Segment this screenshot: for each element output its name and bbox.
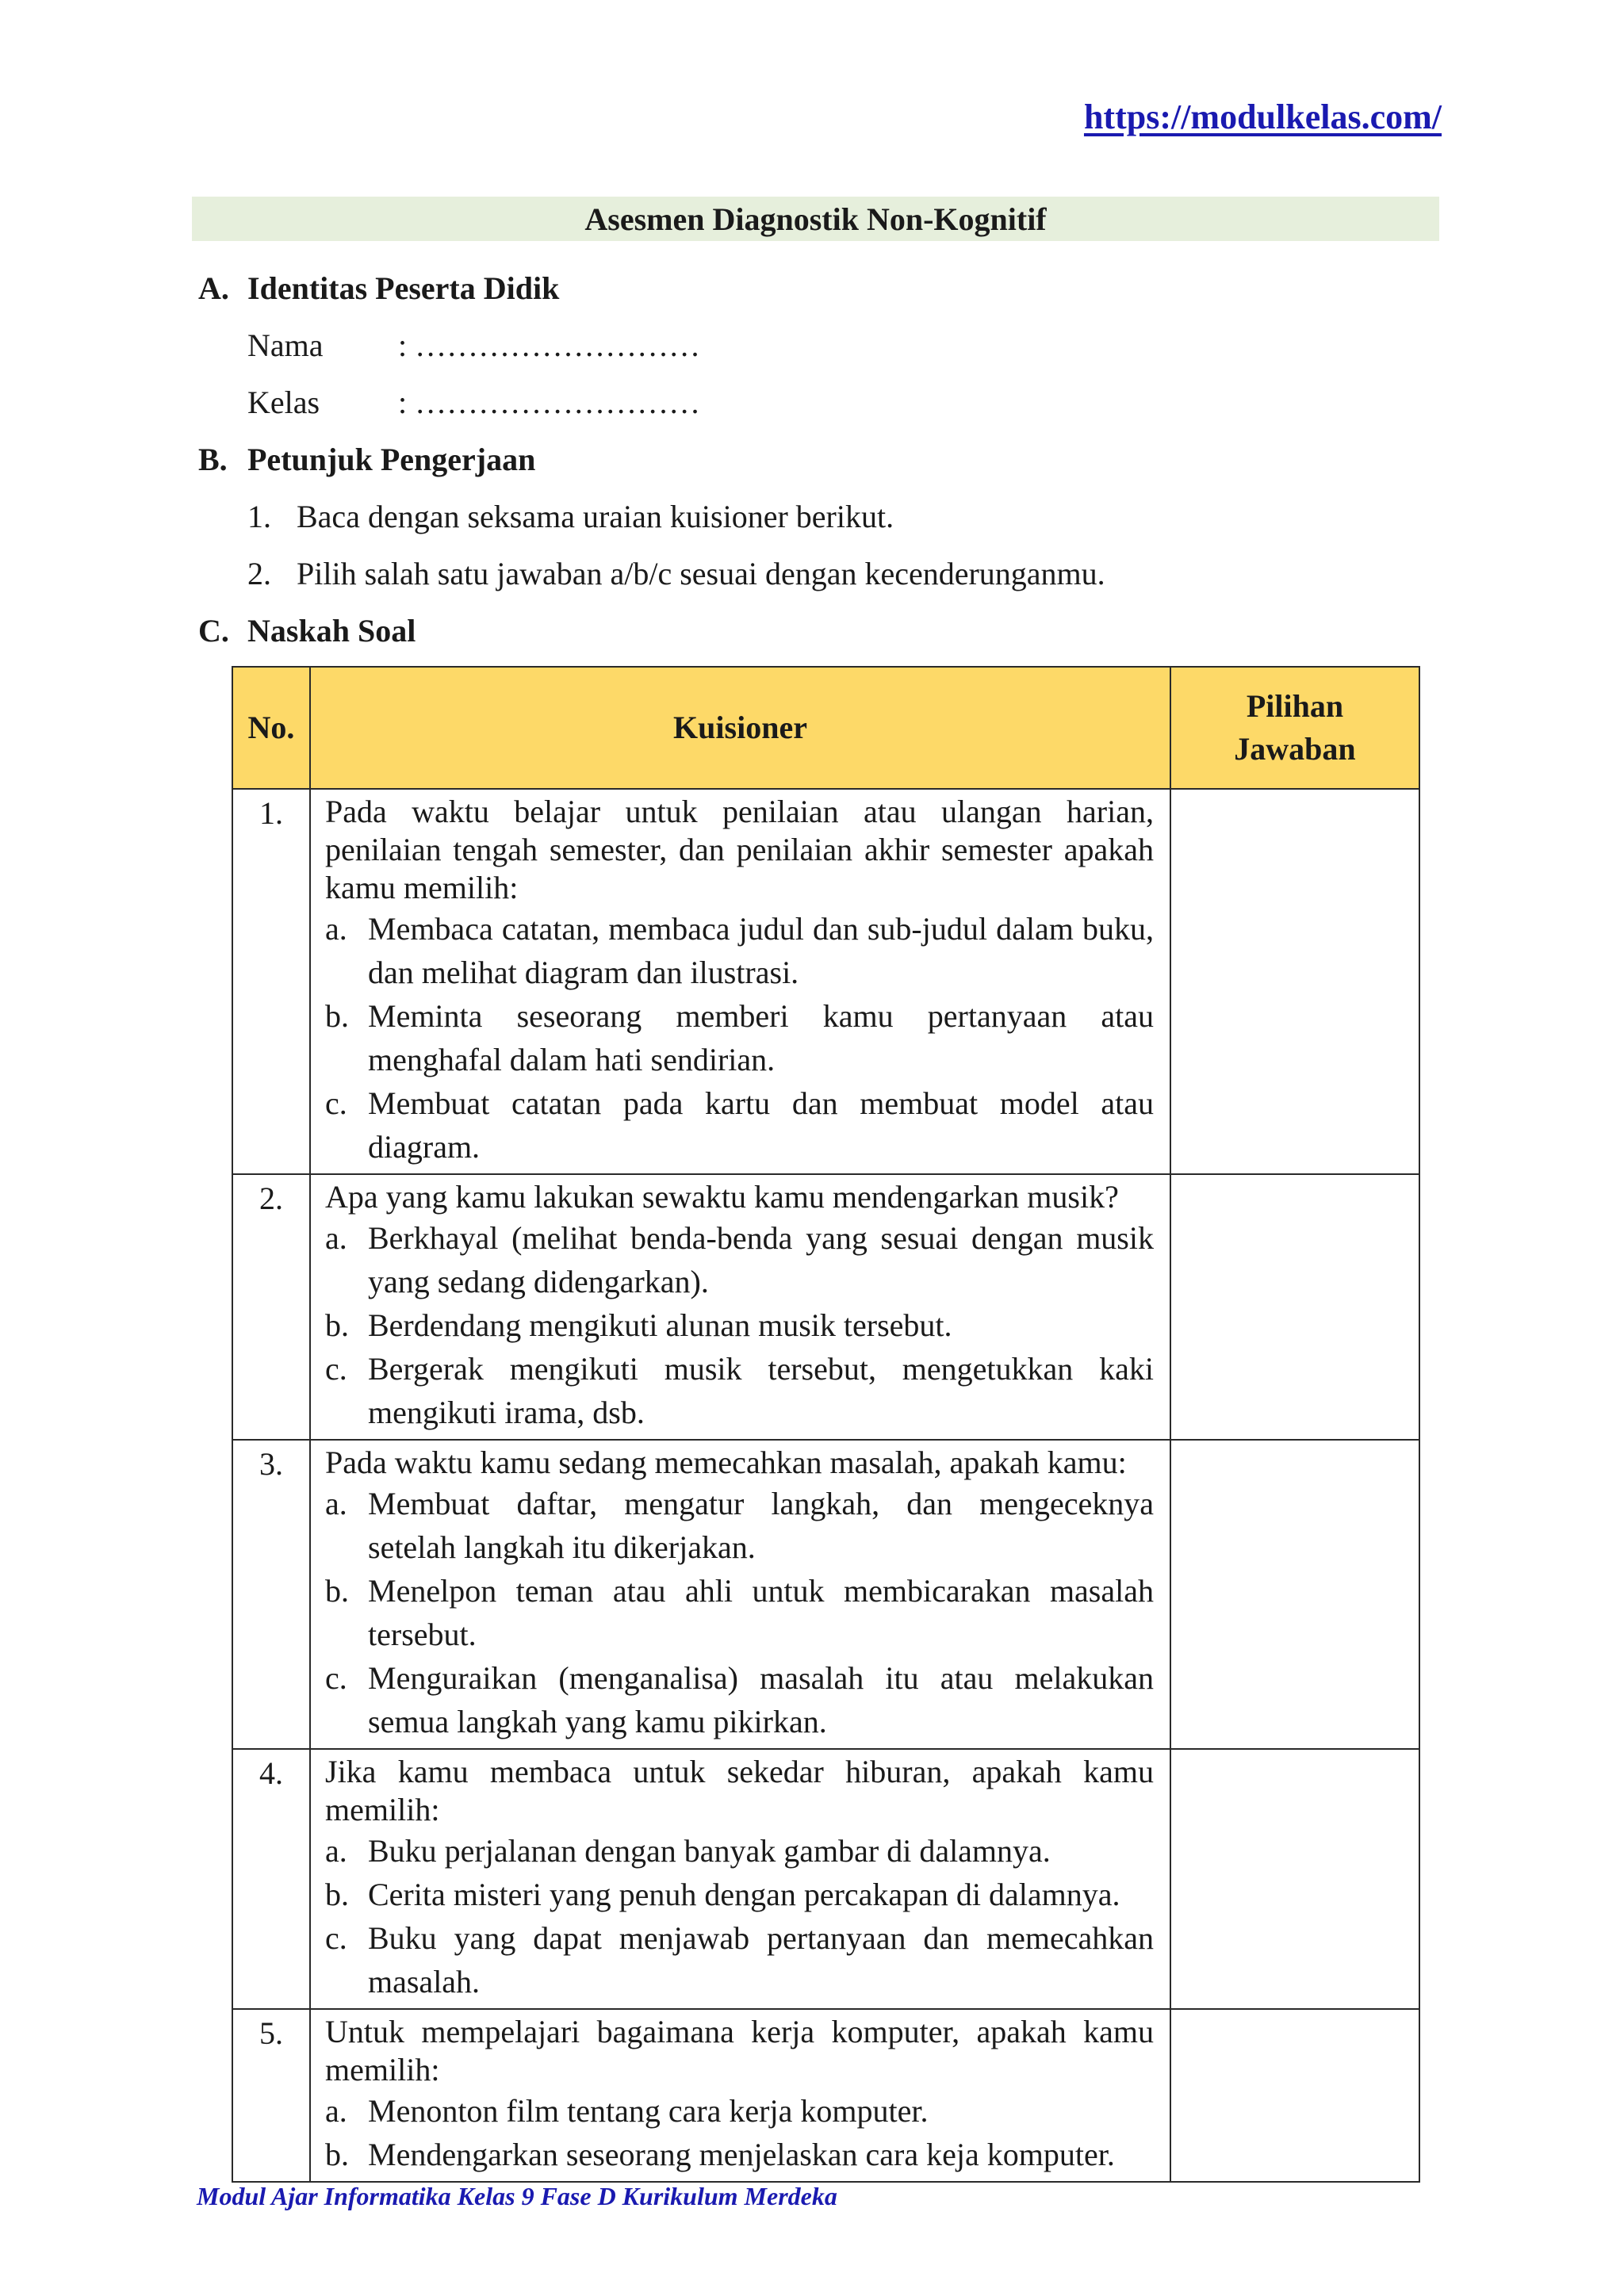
answer-option — [325, 1916, 1154, 2003]
nama-value: : ……………………… — [398, 327, 701, 363]
table-row — [232, 1749, 1419, 2009]
kelas-label: Kelas — [247, 385, 320, 420]
footer-text: Modul Ajar Informatika Kelas 9 Fase D Kurikulum Merdeka — [197, 2182, 837, 2210]
answer-option — [325, 1347, 1154, 1434]
answer-option — [325, 907, 1154, 994]
option-text: Mendengarkan seseorang menjelaskan cara keja komputer. — [368, 2137, 1115, 2172]
question-number: 4. — [232, 1749, 310, 2009]
option-text: Membuat catatan pada kartu dan membuat model atau diagram. — [368, 1085, 1154, 1165]
answer-option — [325, 1656, 1154, 1743]
option-letter: c. — [325, 1920, 347, 1956]
option-letter: a. — [325, 2093, 347, 2129]
question-text: Apa yang kamu lakukan sewaktu kamu mendengarkan musik? — [325, 1179, 1119, 1215]
identity-nama-row — [247, 327, 700, 364]
option-letter: b. — [325, 1307, 349, 1343]
header-pilihan-line1: Pilihan — [1246, 688, 1344, 724]
answer-cell[interactable] — [1170, 1174, 1419, 1440]
table-header-row — [232, 667, 1419, 789]
questionnaire-table — [232, 666, 1420, 2183]
table-row — [232, 1174, 1419, 1440]
option-letter: b. — [325, 1877, 349, 1912]
answer-option — [325, 2089, 1154, 2133]
option-text: Buku perjalanan dengan banyak gambar di dalamnya. — [368, 1833, 1051, 1869]
question-cell — [310, 789, 1170, 1174]
section-b-title: Petunjuk Pengerjaan — [247, 442, 536, 477]
option-letter: a. — [325, 1833, 347, 1869]
question-number: 5. — [232, 2009, 310, 2182]
section-a-letter: A. — [198, 270, 229, 306]
header-pilihan-jawaban — [1170, 667, 1419, 789]
option-text: Cerita misteri yang penuh dengan percakapan di dalamnya. — [368, 1877, 1120, 1912]
header-no: No. — [232, 667, 310, 789]
instruction-item — [247, 555, 1105, 592]
section-b-heading — [198, 441, 535, 478]
header-kuisioner: Kuisioner — [310, 667, 1170, 789]
option-text: Membuat daftar, mengatur langkah, dan mengeceknya setelah langkah itu dikerjakan. — [368, 1486, 1154, 1565]
option-letter: b. — [325, 998, 349, 1034]
answer-option — [325, 2133, 1154, 2176]
answer-option — [325, 1482, 1154, 1569]
answer-cell[interactable] — [1170, 1440, 1419, 1749]
section-a-heading — [198, 270, 559, 307]
question-text: Jika kamu membaca untuk sekedar hiburan, apakah kamu memilih: — [325, 1754, 1154, 1827]
table-row — [232, 2009, 1419, 2182]
section-c-heading — [198, 612, 416, 649]
answer-option — [325, 1216, 1154, 1303]
answer-option — [325, 1873, 1154, 1916]
instruction-item — [247, 498, 894, 535]
instruction-number: 1. — [247, 499, 271, 534]
instruction-text: Pilih salah satu jawaban a/b/c sesuai dengan kecenderunganmu. — [297, 556, 1105, 591]
option-letter: a. — [325, 911, 347, 947]
option-text: Bergerak mengikuti musik tersebut, mengetukkan kaki mengikuti irama, dsb. — [368, 1351, 1154, 1430]
option-letter: c. — [325, 1085, 347, 1121]
kelas-value: : ……………………… — [398, 385, 701, 420]
option-text: Berkhayal (melihat benda-benda yang sesuai dengan musik yang sedang didengarkan). — [368, 1220, 1154, 1299]
question-text: Pada waktu kamu sedang memecahkan masalah, apakah kamu: — [325, 1445, 1127, 1480]
instruction-text: Baca dengan seksama uraian kuisioner berikut. — [297, 499, 894, 534]
section-b-letter: B. — [198, 442, 228, 477]
instruction-number: 2. — [247, 556, 271, 591]
option-letter: b. — [325, 1573, 349, 1609]
header-url-link[interactable]: https://modulkelas.com/ — [1083, 98, 1442, 136]
question-number: 2. — [232, 1174, 310, 1440]
option-letter: b. — [325, 2137, 349, 2172]
option-text: Menguraikan (menganalisa) masalah itu atau melakukan semua langkah yang kamu pikirkan. — [368, 1660, 1154, 1739]
option-letter: c. — [325, 1351, 347, 1387]
option-letter: a. — [325, 1220, 347, 1256]
question-text: Pada waktu belajar untuk penilaian atau ulangan harian, penilaian tengah semester, dan penilaian akhir semester apakah kamu memilih: — [325, 794, 1154, 905]
nama-label: Nama — [247, 327, 324, 363]
answer-cell[interactable] — [1170, 2009, 1419, 2182]
question-text: Untuk mempelajari bagaimana kerja komputer, apakah kamu memilih: — [325, 2014, 1154, 2087]
document-title: Asesmen Diagnostik Non-Kognitif — [192, 197, 1439, 241]
table-row — [232, 1440, 1419, 1749]
answer-option — [325, 1303, 1154, 1347]
section-c-letter: C. — [198, 613, 229, 649]
option-text: Menonton film tentang cara kerja komputer. — [368, 2093, 929, 2129]
question-cell — [310, 1174, 1170, 1440]
answer-cell[interactable] — [1170, 1749, 1419, 2009]
option-text: Buku yang dapat menjawab pertanyaan dan memecahkan masalah. — [368, 1920, 1154, 1999]
option-text: Membaca catatan, membaca judul dan sub-judul dalam buku, dan melihat diagram dan ilustrasi. — [368, 911, 1154, 990]
header-pilihan-line2: Jawaban — [1234, 731, 1356, 767]
question-cell — [310, 1749, 1170, 2009]
option-text: Meminta seseorang memberi kamu pertanyaan atau menghafal dalam hati sendirian. — [368, 998, 1154, 1077]
answer-option — [325, 1569, 1154, 1656]
question-cell — [310, 2009, 1170, 2182]
option-letter: a. — [325, 1486, 347, 1521]
answer-option — [325, 1829, 1154, 1873]
option-letter: c. — [325, 1660, 347, 1696]
answer-cell[interactable] — [1170, 789, 1419, 1174]
question-number: 3. — [232, 1440, 310, 1749]
question-cell — [310, 1440, 1170, 1749]
section-a-title: Identitas Peserta Didik — [247, 270, 560, 306]
option-text: Menelpon teman atau ahli untuk membicarakan masalah tersebut. — [368, 1573, 1154, 1652]
table-row — [232, 789, 1419, 1174]
option-text: Berdendang mengikuti alunan musik tersebut. — [368, 1307, 952, 1343]
answer-option — [325, 1081, 1154, 1169]
question-number: 1. — [232, 789, 310, 1174]
section-c-title: Naskah Soal — [247, 613, 416, 649]
answer-option — [325, 994, 1154, 1081]
identity-kelas-row — [247, 384, 700, 421]
